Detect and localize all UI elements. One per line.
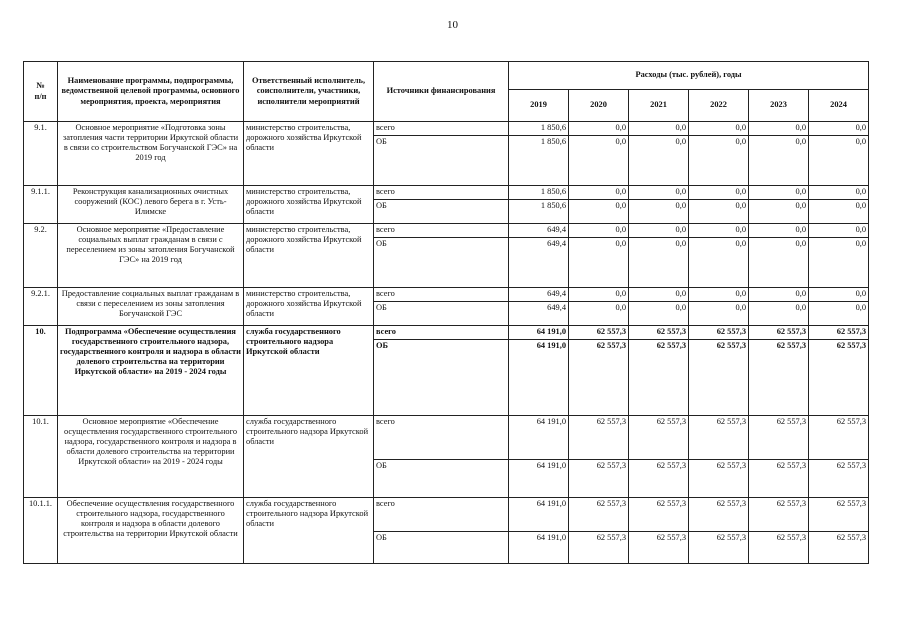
table-row [24, 288, 869, 302]
expense-value: 0,0 [689, 200, 749, 224]
header-year: 2020 [569, 90, 629, 122]
expense-value: 62 557,3 [629, 326, 689, 340]
expense-value: 0,0 [749, 186, 809, 200]
expense-value: 0,0 [569, 122, 629, 136]
expense-value: 649,4 [509, 238, 569, 288]
expense-value: 1 850,6 [509, 186, 569, 200]
expense-value: 62 557,3 [689, 498, 749, 532]
funding-source: всего [374, 498, 509, 532]
table-row [24, 122, 869, 136]
funding-source: всего [374, 416, 509, 460]
expense-value: 62 557,3 [569, 326, 629, 340]
row-name: Подпрограмма «Обеспечение осуществления государственного строительного надзора, государственного контроля и надзора в области долевого строительства на территории Иркутской области» на 2019 - 2024 годы [58, 326, 244, 416]
row-name: Предоставление социальных выплат гражданам в связи с переселением из зоны затопления Богучанской ГЭС [58, 288, 244, 326]
table-body [24, 122, 869, 564]
expense-value: 62 557,3 [749, 532, 809, 564]
expense-value: 1 850,6 [509, 136, 569, 186]
expense-value: 62 557,3 [809, 340, 869, 416]
row-number: 9.1.1. [24, 186, 58, 224]
expense-value: 0,0 [629, 238, 689, 288]
expense-value: 0,0 [629, 302, 689, 326]
row-number: 9.2.1. [24, 288, 58, 326]
expense-value: 64 191,0 [509, 340, 569, 416]
funding-source: ОБ [374, 302, 509, 326]
expense-value: 0,0 [689, 122, 749, 136]
expense-value: 0,0 [629, 122, 689, 136]
header-num: № п/п [24, 62, 58, 122]
expense-value: 0,0 [569, 186, 629, 200]
expense-value: 0,0 [749, 238, 809, 288]
header-executor: Ответственный исполнитель, соисполнители, участники, исполнители мероприятий [244, 62, 374, 122]
expense-value: 0,0 [569, 224, 629, 238]
funding-source: ОБ [374, 532, 509, 564]
expense-value: 0,0 [749, 122, 809, 136]
table-row [24, 186, 869, 200]
expense-value: 0,0 [569, 136, 629, 186]
expense-value: 62 557,3 [689, 532, 749, 564]
expense-value: 62 557,3 [689, 340, 749, 416]
expense-value: 62 557,3 [809, 416, 869, 460]
expense-value: 0,0 [689, 288, 749, 302]
row-number: 9.1. [24, 122, 58, 186]
expense-value: 0,0 [749, 224, 809, 238]
expense-value: 62 557,3 [749, 416, 809, 460]
expense-value: 0,0 [809, 238, 869, 288]
expense-value: 0,0 [749, 200, 809, 224]
row-number: 10. [24, 326, 58, 416]
row-number: 10.1.1. [24, 498, 58, 564]
expense-value: 62 557,3 [809, 532, 869, 564]
funding-source: всего [374, 122, 509, 136]
row-name: Основное мероприятие «Предоставление социальных выплат гражданам в связи с переселением из зоны затопления Богучанской ГЭС» на 2019 год [58, 224, 244, 288]
expense-value: 0,0 [689, 238, 749, 288]
header-year: 2024 [809, 90, 869, 122]
expense-value: 64 191,0 [509, 416, 569, 460]
funding-source: всего [374, 224, 509, 238]
funding-source: ОБ [374, 340, 509, 416]
expense-value: 0,0 [629, 224, 689, 238]
expense-value: 0,0 [569, 200, 629, 224]
row-executor: министерство строительства, дорожного хозяйства Иркутской области [244, 224, 374, 288]
expense-value: 64 191,0 [509, 532, 569, 564]
row-executor: служба государственного строительного надзора Иркутской области [244, 498, 374, 564]
row-executor: министерство строительства, дорожного хозяйства Иркутской области [244, 288, 374, 326]
expense-value: 62 557,3 [629, 340, 689, 416]
funding-source: ОБ [374, 200, 509, 224]
expense-value: 62 557,3 [689, 416, 749, 460]
expense-value: 62 557,3 [569, 498, 629, 532]
expense-value: 0,0 [629, 186, 689, 200]
expense-value: 64 191,0 [509, 460, 569, 498]
expense-value: 0,0 [689, 224, 749, 238]
page-number: 10 [447, 19, 458, 31]
table-row [24, 416, 869, 460]
expense-value: 62 557,3 [629, 460, 689, 498]
expense-value: 0,0 [809, 122, 869, 136]
expense-value: 0,0 [749, 288, 809, 302]
expense-value: 0,0 [749, 302, 809, 326]
row-name: Реконструкция канализационных очистных сооружений (КОС) левого берега в г. Усть-Илимске [58, 186, 244, 224]
expense-value: 62 557,3 [749, 498, 809, 532]
expense-value: 1 850,6 [509, 122, 569, 136]
table-row [24, 326, 869, 340]
row-number: 9.2. [24, 224, 58, 288]
header-name: Наименование программы, подпрограммы, ведомственной целевой программы, основного мероприятия, проекта, мероприятия [58, 62, 244, 122]
expense-value: 62 557,3 [569, 340, 629, 416]
expense-value: 0,0 [689, 186, 749, 200]
expense-value: 62 557,3 [569, 532, 629, 564]
row-executor: министерство строительства, дорожного хозяйства Иркутской области [244, 186, 374, 224]
row-name: Основное мероприятие «Обеспечение осуществления государственного строительного надзора, государственного контроля и надзора в области долевого строительства на территории Иркутской области» на 2019 - 2024 годы [58, 416, 244, 498]
expense-value: 64 191,0 [509, 498, 569, 532]
expense-value: 62 557,3 [809, 460, 869, 498]
expense-value: 649,4 [509, 302, 569, 326]
expense-value: 0,0 [809, 302, 869, 326]
expense-value: 0,0 [629, 136, 689, 186]
expense-value: 62 557,3 [749, 460, 809, 498]
expense-value: 62 557,3 [689, 326, 749, 340]
expense-value: 0,0 [749, 136, 809, 186]
table-row [24, 224, 869, 238]
expense-value: 0,0 [809, 200, 869, 224]
expense-value: 0,0 [629, 200, 689, 224]
header-year: 2019 [509, 90, 569, 122]
expense-value: 649,4 [509, 288, 569, 302]
expense-value: 1 850,6 [509, 200, 569, 224]
expense-value: 64 191,0 [509, 326, 569, 340]
row-executor: служба государственного строительного надзора Иркутской области [244, 326, 374, 416]
expense-value: 0,0 [809, 136, 869, 186]
expense-value: 0,0 [689, 136, 749, 186]
expense-value: 62 557,3 [629, 532, 689, 564]
header-expenses: Расходы (тыс. рублей), годы [509, 62, 869, 90]
expense-value: 62 557,3 [629, 416, 689, 460]
funding-source: всего [374, 186, 509, 200]
expense-value: 0,0 [629, 288, 689, 302]
expense-value: 62 557,3 [689, 460, 749, 498]
funding-source: всего [374, 326, 509, 340]
expense-value: 62 557,3 [569, 460, 629, 498]
header-source: Источники финансирования [374, 62, 509, 122]
expense-value: 0,0 [689, 302, 749, 326]
row-name: Обеспечение осуществления государственного строительного надзора, государственного контроля и надзора в области долевого строительства на территории Иркутской области [58, 498, 244, 564]
row-executor: министерство строительства, дорожного хозяйства Иркутской области [244, 122, 374, 186]
header-year: 2023 [749, 90, 809, 122]
expense-value: 62 557,3 [809, 498, 869, 532]
row-number: 10.1. [24, 416, 58, 498]
table-row [24, 498, 869, 532]
funding-source: ОБ [374, 136, 509, 186]
expense-value: 0,0 [809, 224, 869, 238]
expense-value: 0,0 [809, 186, 869, 200]
expense-value: 0,0 [569, 302, 629, 326]
expense-value: 0,0 [809, 288, 869, 302]
row-name: Основное мероприятие «Подготовка зоны затопления части территории Иркутской области в связи со строительством Богучанской ГЭС» на 2019 год [58, 122, 244, 186]
expense-value: 649,4 [509, 224, 569, 238]
funding-source: ОБ [374, 460, 509, 498]
expense-value: 62 557,3 [809, 326, 869, 340]
expense-value: 0,0 [569, 238, 629, 288]
funding-source: всего [374, 288, 509, 302]
budget-table [23, 61, 869, 564]
expense-value: 0,0 [569, 288, 629, 302]
expense-value: 62 557,3 [629, 498, 689, 532]
expense-value: 62 557,3 [749, 340, 809, 416]
header-year: 2021 [629, 90, 689, 122]
header-year: 2022 [689, 90, 749, 122]
expense-value: 62 557,3 [749, 326, 809, 340]
expense-value: 62 557,3 [569, 416, 629, 460]
row-executor: служба государственного строительного надзора Иркутской области [244, 416, 374, 498]
funding-source: ОБ [374, 238, 509, 288]
